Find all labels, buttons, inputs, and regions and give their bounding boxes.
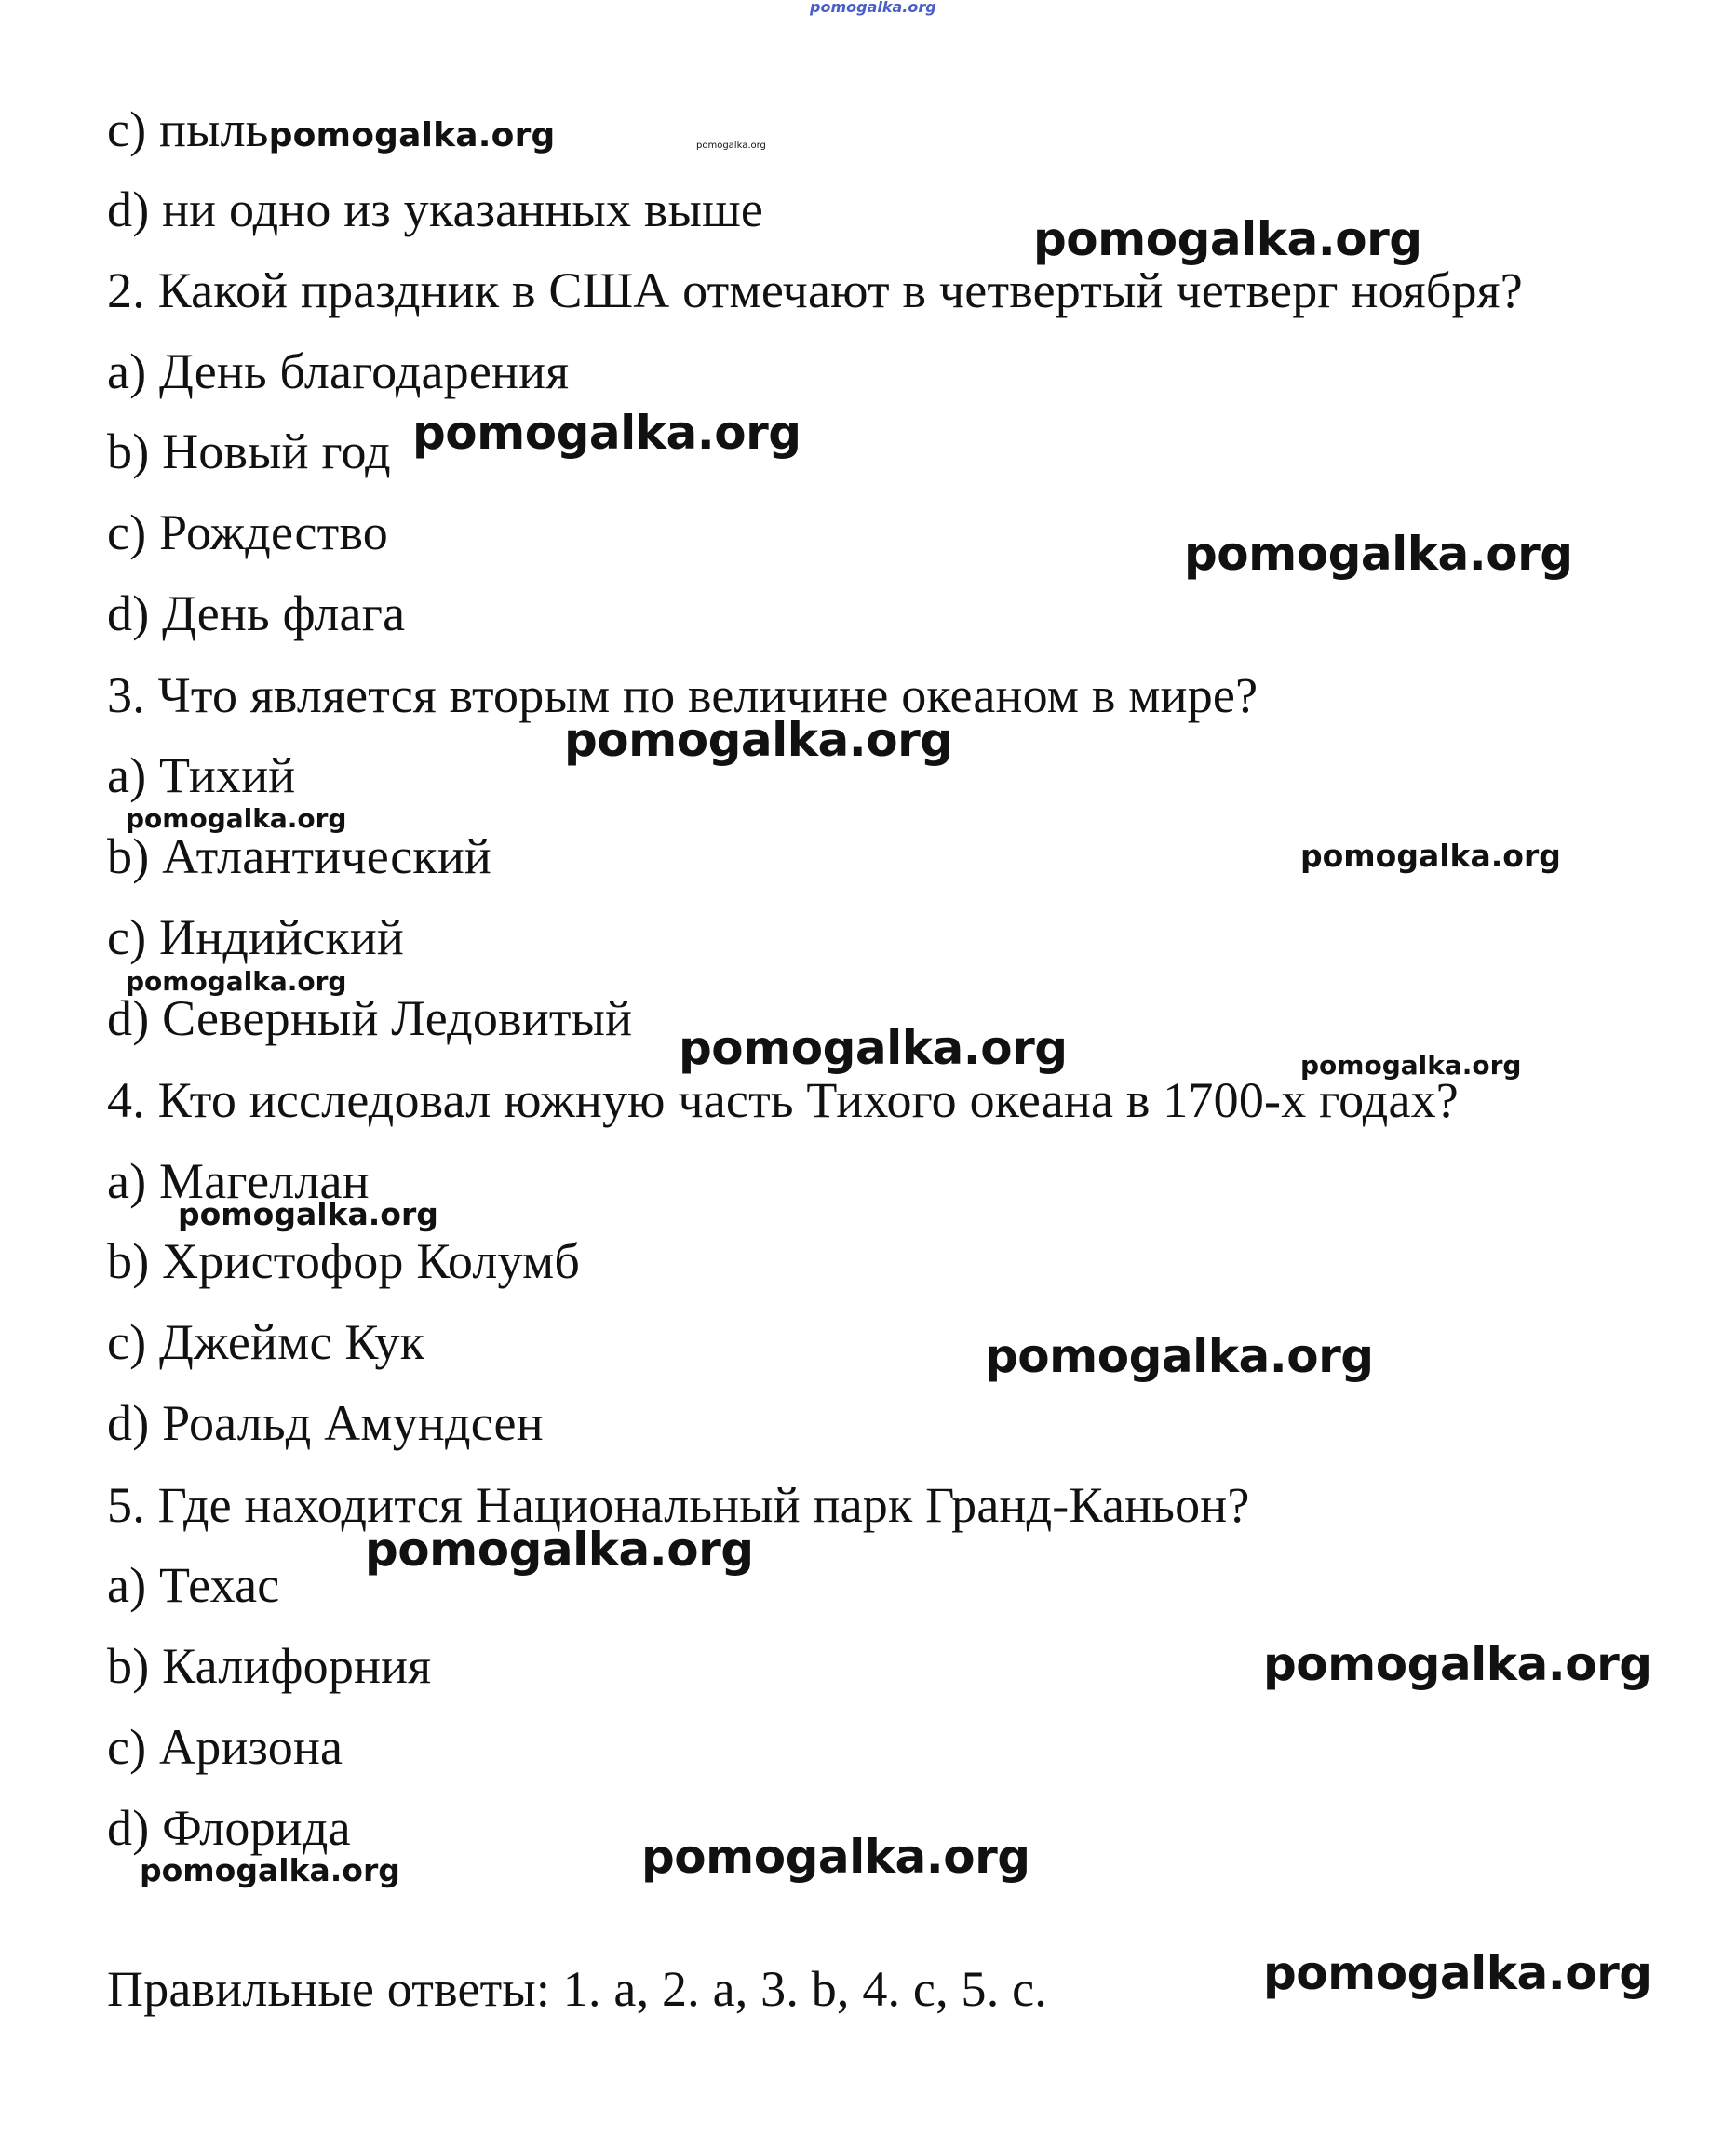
watermark: pomogalka.org: [1184, 527, 1573, 581]
watermark: pomogalka.org: [126, 803, 347, 834]
option-3a: a) Тихий: [107, 747, 296, 803]
option-5b: b) Калифорния: [107, 1638, 432, 1694]
watermark: pomogalka.org: [985, 1329, 1374, 1383]
inline-watermark: pomogalka.org: [268, 116, 556, 154]
option-text: c) пыль: [107, 101, 269, 157]
option-4a: a) Магеллан: [107, 1153, 370, 1209]
option-4c: c) Джеймс Кук: [107, 1314, 425, 1370]
option-5a: a) Техас: [107, 1557, 280, 1613]
option-3b: b) Атлантический: [107, 828, 492, 884]
question-4: 4. Кто исследовал южную часть Тихого океана в 1700-х годах?: [107, 1072, 1459, 1128]
option-5d: d) Флорида: [107, 1800, 351, 1856]
question-5: 5. Где находится Национальный парк Гранд-Каньон?: [107, 1477, 1250, 1533]
question-2: 2. Какой праздник в США отмечают в четвертый четверг ноября?: [107, 262, 1523, 318]
watermark: pomogalka.org: [1300, 1050, 1522, 1081]
option-2b: b) Новый год: [107, 423, 391, 479]
watermark: pomogalka.org: [412, 406, 801, 460]
watermark: pomogalka.org: [1263, 1637, 1652, 1691]
watermark: pomogalka.org: [1033, 212, 1422, 266]
option-1d: d) ни одно из указанных выше: [107, 181, 764, 237]
watermark: pomogalka.org: [679, 1021, 1068, 1075]
option-2d: d) День флага: [107, 585, 406, 641]
option-2a: a) День благодарения: [107, 343, 570, 399]
watermark: pomogalka.org: [696, 141, 766, 151]
watermark: pomogalka.org: [1263, 1946, 1652, 2000]
watermark: pomogalka.org: [1300, 838, 1561, 874]
question-3: 3. Что является вторым по величине океаном в мире?: [107, 667, 1258, 723]
option-3d: d) Северный Ледовитый: [107, 990, 633, 1046]
option-3c: c) Индийский: [107, 909, 405, 965]
watermark: pomogalka.org: [365, 1523, 754, 1577]
watermark: pomogalka.org: [178, 1196, 438, 1232]
option-2c: c) Рождество: [107, 504, 388, 560]
watermark: pomogalka.org: [564, 713, 953, 767]
answer-key: Правильные ответы: 1. a, 2. a, 3. b, 4. c, 5. c.: [107, 1961, 1047, 2017]
watermark: pomogalka.org: [641, 1830, 1030, 1884]
option-1c: [107, 101, 556, 157]
option-5c: c) Аризона: [107, 1719, 343, 1775]
option-4d: d) Роальд Амундсен: [107, 1395, 544, 1451]
watermark: pomogalka.org: [126, 966, 347, 997]
header-watermark: pomogalka.org: [810, 0, 936, 16]
watermark: pomogalka.org: [140, 1852, 400, 1888]
option-4b: b) Христофор Колумб: [107, 1233, 581, 1289]
